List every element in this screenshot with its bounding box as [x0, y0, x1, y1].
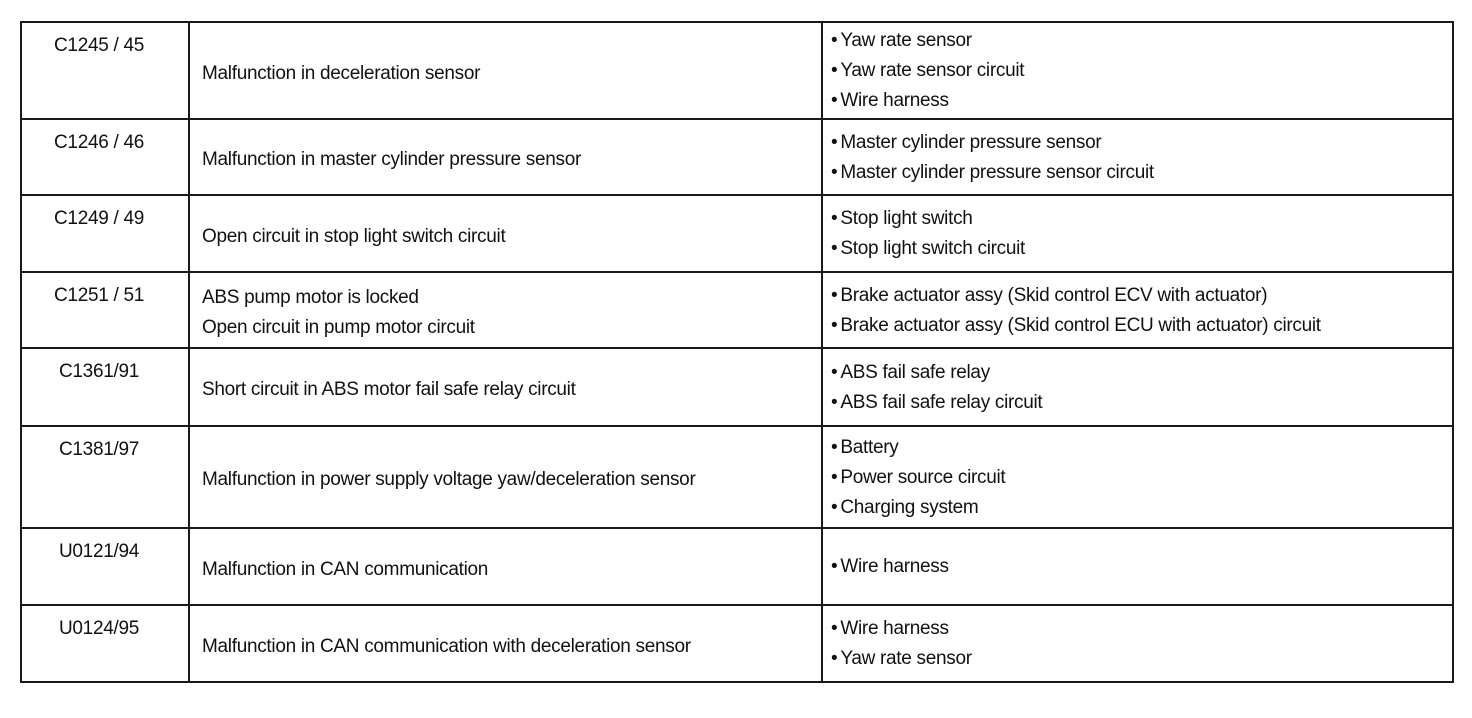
trouble-area-item	[831, 204, 1452, 234]
table-row	[21, 528, 1453, 605]
table-row	[21, 272, 1453, 348]
table-row	[21, 22, 1453, 119]
dtc-code: C1246 / 46	[21, 119, 189, 195]
trouble-area-label: Yaw rate sensor	[840, 648, 972, 669]
trouble-area-item	[831, 128, 1452, 158]
dtc-table	[20, 21, 1454, 683]
bullet-icon: •	[831, 284, 838, 306]
bullet-icon: •	[831, 618, 838, 639]
trouble-area-label: Brake actuator assy (Skid control ECV with actuator)	[840, 284, 1268, 306]
trouble-area-label: Brake actuator assy (Skid control ECU with actuator) circuit	[840, 314, 1321, 336]
trouble-area-item	[831, 158, 1452, 188]
bullet-icon: •	[831, 161, 838, 183]
malfunction-description	[189, 348, 822, 426]
trouble-area-item	[831, 26, 1452, 56]
trouble-area-item	[831, 358, 1452, 388]
dtc-code: C1381/97	[21, 426, 189, 528]
table-row	[21, 426, 1453, 528]
table-row	[21, 119, 1453, 195]
description-line: ABS pump motor is locked	[202, 287, 419, 308]
trouble-area	[822, 348, 1453, 426]
trouble-area-label: Charging system	[840, 496, 979, 518]
trouble-area-label: Master cylinder pressure sensor	[840, 131, 1102, 153]
trouble-area-label: ABS fail safe relay	[840, 361, 990, 383]
trouble-area-item	[831, 463, 1452, 493]
description-line: Open circuit in stop light switch circuit	[202, 225, 506, 247]
trouble-area	[822, 119, 1453, 195]
dtc-code: U0121/94	[21, 528, 189, 605]
bullet-icon: •	[831, 238, 838, 259]
description-line: Malfunction in CAN communication with deceleration sensor	[202, 635, 691, 657]
description-line: Malfunction in CAN communication	[202, 558, 489, 580]
malfunction-description	[189, 22, 822, 119]
dtc-code: C1251 / 51	[21, 272, 189, 348]
dtc-code: C1245 / 45	[21, 22, 189, 119]
malfunction-description	[189, 528, 822, 605]
malfunction-description	[189, 426, 822, 528]
malfunction-description	[189, 605, 822, 682]
bullet-icon: •	[831, 436, 838, 458]
trouble-area-item	[831, 493, 1452, 523]
dtc-code: U0124/95	[21, 605, 189, 682]
bullet-icon: •	[831, 391, 838, 413]
table-row	[21, 348, 1453, 426]
description-line: Short circuit in ABS motor fail safe relay circuit	[202, 379, 576, 400]
bullet-icon: •	[831, 208, 838, 229]
bullet-icon: •	[831, 496, 838, 518]
trouble-area-label: Stop light switch	[840, 208, 973, 229]
trouble-area-item	[831, 56, 1452, 86]
description-line: Malfunction in master cylinder pressure sensor	[202, 149, 582, 170]
dtc-code: C1249 / 49	[21, 195, 189, 272]
trouble-area-item	[831, 614, 1452, 644]
bullet-icon: •	[831, 90, 838, 111]
bullet-icon: •	[831, 60, 838, 81]
trouble-area	[822, 272, 1453, 348]
trouble-area-item	[831, 86, 1452, 116]
bullet-icon: •	[831, 648, 838, 669]
trouble-area-label: Wire harness	[840, 556, 949, 577]
table-row	[21, 195, 1453, 272]
trouble-area-label: Wire harness	[840, 618, 949, 639]
description-line: Malfunction in power supply voltage yaw/deceleration sensor	[202, 469, 696, 490]
trouble-area-item	[831, 234, 1452, 264]
trouble-area	[822, 426, 1453, 528]
trouble-area-label: Stop light switch circuit	[840, 238, 1026, 259]
bullet-icon: •	[831, 131, 838, 153]
trouble-area-label: Battery	[840, 436, 899, 458]
bullet-icon: •	[831, 556, 838, 577]
trouble-area-item	[831, 433, 1452, 463]
trouble-area-label: Power source circuit	[840, 466, 1006, 488]
table-row	[21, 605, 1453, 682]
trouble-area-label: ABS fail safe relay circuit	[840, 391, 1043, 413]
trouble-area	[822, 528, 1453, 605]
trouble-area-item	[831, 552, 1452, 582]
trouble-area-item	[831, 388, 1452, 418]
trouble-area	[822, 605, 1453, 682]
malfunction-description	[189, 195, 822, 272]
description-line: Malfunction in deceleration sensor	[202, 62, 481, 84]
dtc-code: C1361/91	[21, 348, 189, 426]
trouble-area-item	[831, 644, 1452, 674]
trouble-area	[822, 195, 1453, 272]
trouble-area	[822, 22, 1453, 119]
trouble-area-label: Yaw rate sensor	[840, 30, 972, 51]
description-line: Open circuit in pump motor circuit	[202, 317, 475, 338]
trouble-area-item	[831, 311, 1452, 341]
bullet-icon: •	[831, 361, 838, 383]
malfunction-description	[189, 119, 822, 195]
trouble-area-label: Yaw rate sensor circuit	[840, 60, 1025, 81]
malfunction-description	[189, 272, 822, 348]
bullet-icon: •	[831, 466, 838, 488]
trouble-area-item	[831, 281, 1452, 311]
bullet-icon: •	[831, 30, 838, 51]
bullet-icon: •	[831, 314, 838, 336]
trouble-area-label: Wire harness	[840, 90, 949, 111]
trouble-area-label: Master cylinder pressure sensor circuit	[840, 161, 1154, 183]
